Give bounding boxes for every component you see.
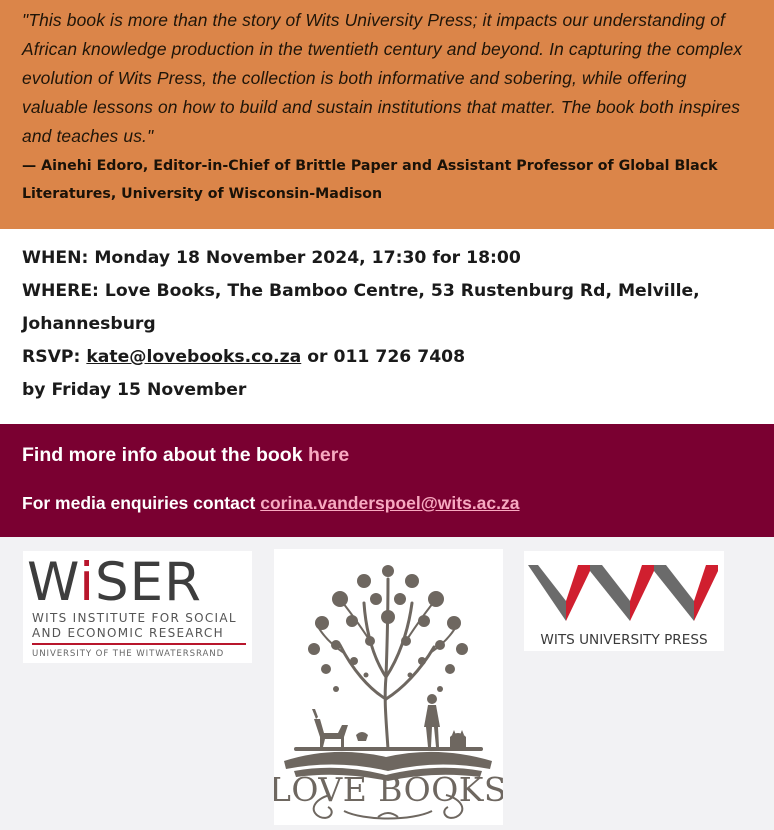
quote-attribution: — Ainehi Edoro, Editor-in-Chief of Brittle Paper and Assistant Professor of Global Black Literatures, University of Wisconsin-Madison <box>22 158 718 202</box>
media-text: For media enquiries contact <box>22 493 261 513</box>
rsvp-prefix: RSVP: <box>22 347 87 367</box>
more-info-line <box>22 444 349 467</box>
wits-university-press-logo <box>524 551 724 651</box>
wiser-subtitle-line1: WITS INSTITUTE FOR SOCIAL <box>32 611 237 625</box>
wits-press-chevron-icon <box>524 551 724 631</box>
here-link[interactable]: here <box>307 444 350 466</box>
love-books-logo <box>274 549 503 825</box>
event-details <box>0 229 774 424</box>
rsvp-email-link[interactable]: kate@lovebooks.co.za <box>86 347 302 367</box>
quote-section <box>0 0 774 229</box>
wiser-logo-wordmark: WiSER <box>27 552 202 613</box>
wiser-university-label: UNIVERSITY OF THE WITWATERSRAND <box>32 649 225 659</box>
love-books-tree-icon <box>274 549 503 825</box>
quote-text: "This book is more than the story of Wits University Press; it impacts our understanding of African knowledge production in the twentieth century and beyond. In capturing the complex evolution of Wits Press, the collection is both informative and sobering, while offering valuable lessons on how to build and sustain institutions that matter. The book both inspires and teaches us." <box>22 10 743 146</box>
event-when: WHEN: Monday 18 November 2024, 17:30 for 18:00 <box>22 248 521 268</box>
media-email-link[interactable]: corina.vanderspoel@wits.ac.za <box>260 493 520 513</box>
event-where: WHERE: Love Books, The Bamboo Centre, 53 Rustenburg Rd, Melville, Johannesburg <box>22 281 700 334</box>
more-info-text: Find more info about the book <box>22 444 308 466</box>
wiser-subtitle-line2: AND ECONOMIC RESEARCH <box>32 626 224 640</box>
rsvp-phone: or 011 726 7408 <box>301 347 466 367</box>
wits-university-press-label: WITS UNIVERSITY PRESS <box>540 632 708 648</box>
wiser-logo <box>23 551 252 663</box>
info-banner <box>0 424 774 537</box>
partner-logos <box>0 537 774 825</box>
event-deadline: by Friday 15 November <box>22 380 247 400</box>
love-books-wordmark: LOVE BOOKS <box>274 770 503 809</box>
wiser-divider <box>32 643 246 645</box>
event-rsvp <box>22 341 752 374</box>
media-enquiries-line <box>22 493 520 514</box>
